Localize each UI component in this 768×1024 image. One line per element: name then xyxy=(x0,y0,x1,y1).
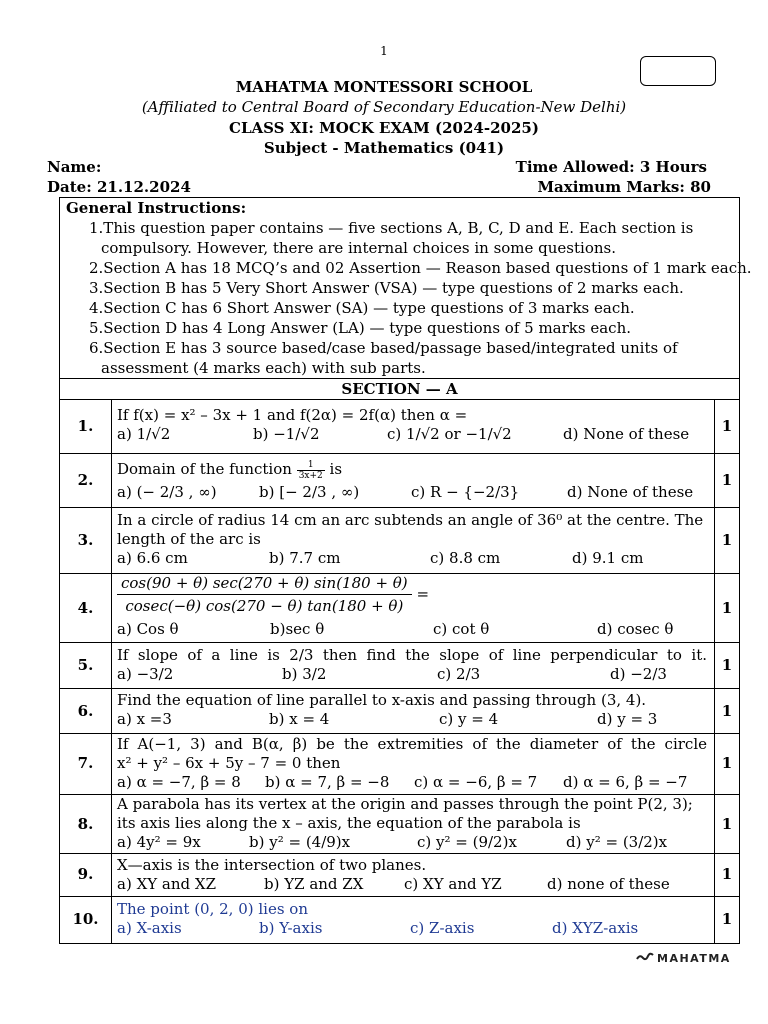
option-c: c) α = −6, β = 7 xyxy=(414,773,538,791)
section-a-title: SECTION — A xyxy=(341,380,458,398)
option-c: c) XY and YZ xyxy=(404,875,502,893)
question-10 xyxy=(117,900,707,938)
mahatma-logo-icon xyxy=(636,952,654,965)
row-divider xyxy=(59,507,740,508)
question-marks: 1 xyxy=(721,471,733,489)
question-2 xyxy=(117,456,707,502)
question-marks: 1 xyxy=(721,702,733,720)
question-marks: 1 xyxy=(721,656,733,674)
name-label: Name: xyxy=(47,158,102,176)
option-b: b) 3/2 xyxy=(282,665,327,683)
instruction-line: 1.This question paper contains — five sections A, B, C, D and E. Each section is xyxy=(89,219,694,237)
option-d: d) none of these xyxy=(547,875,670,893)
question-marks: 1 xyxy=(721,865,733,883)
question-text: In a circle of radius 14 cm an arc subtends an angle of 36⁰ at the centre. The xyxy=(117,511,704,529)
option-a: a) XY and XZ xyxy=(117,875,216,893)
exam-date: Date: 21.12.2024 xyxy=(47,178,191,196)
mahatma-logo xyxy=(636,952,731,965)
option-d: d) None of these xyxy=(567,483,694,501)
question-text: If slope of a line is 2/3 then find the slope of line perpendicular to it. xyxy=(117,646,707,664)
question-marks: 1 xyxy=(721,754,733,772)
option-a: a) 6.6 cm xyxy=(117,549,188,567)
row-divider xyxy=(59,642,740,643)
logo-text: MAHATMA xyxy=(657,952,731,965)
question-text: If f(x) = x² – 3x + 1 and f(2α) = 2f(α) then α = xyxy=(117,406,468,424)
option-b: b) Y-axis xyxy=(259,919,323,937)
question-5 xyxy=(117,646,707,684)
option-c: c) cot θ xyxy=(433,620,490,638)
time-allowed: Time Allowed: 3 Hours xyxy=(515,158,707,176)
option-d: d) α = 6, β = −7 xyxy=(563,773,688,791)
option-a: a) x =3 xyxy=(117,710,172,728)
question-number: 6. xyxy=(77,702,94,720)
question-marks: 1 xyxy=(721,531,733,549)
option-b: b) α = 7, β = −8 xyxy=(265,773,390,791)
question-9 xyxy=(117,856,707,894)
option-a: a) (− 2/3 , ∞) xyxy=(117,483,217,501)
option-b: b) −1/√2 xyxy=(253,425,320,443)
option-b: b) YZ and ZX xyxy=(264,875,364,893)
divider xyxy=(59,399,740,400)
option-a: a) α = −7, β = 8 xyxy=(117,773,241,791)
row-divider xyxy=(59,453,740,454)
subject-title: Subject - Mathematics (041) xyxy=(263,139,505,157)
question-text: Domain of the function $\frac{1}{3x+2}$ is xyxy=(117,459,343,481)
option-c: c) 2/3 xyxy=(437,665,481,683)
option-b: b) 7.7 cm xyxy=(269,549,341,567)
question-number: 5. xyxy=(77,656,94,674)
question-number: 10. xyxy=(72,910,99,928)
instruction-line: 2.Section A has 18 MCQ’s and 02 Assertion — Reason based questions of 1 mark each. xyxy=(89,259,752,277)
option-b: b) x = 4 xyxy=(269,710,330,728)
option-c: c) 8.8 cm xyxy=(430,549,501,567)
question-text: Find the equation of line parallel to x-axis and passing through (3, 4). xyxy=(117,691,647,709)
option-d: d) cosec θ xyxy=(597,620,674,638)
option-a: a) 4y² = 9x xyxy=(117,833,201,851)
instruction-line: compulsory. However, there are internal choices in some questions. xyxy=(101,239,616,257)
row-divider xyxy=(59,896,740,897)
option-b: b) [− 2/3 , ∞) xyxy=(259,483,360,501)
instruction-line: 3.Section B has 5 Very Short Answer (VSA) — type questions of 2 marks each. xyxy=(89,279,684,297)
option-a: a) −3/2 xyxy=(117,665,174,683)
question-text: its axis lies along the x – axis, the equation of the parabola is xyxy=(117,814,581,832)
column-divider xyxy=(111,399,112,944)
question-text: x² + y² – 6x + 5y – 7 = 0 then xyxy=(117,754,341,772)
option-d: d) XYZ-axis xyxy=(552,919,639,937)
question-text: If A(−1, 3) and B(α, β) be the extremities of the diameter of the circle xyxy=(117,735,707,753)
question-6 xyxy=(117,691,707,729)
option-c: c) Z-axis xyxy=(410,919,475,937)
question-number: 3. xyxy=(77,531,94,549)
question-number: 7. xyxy=(77,754,94,772)
exam-title: CLASS XI: MOCK EXAM (2024-2025) xyxy=(229,119,539,137)
question-7 xyxy=(117,735,707,792)
option-d: d) y² = (3/2)x xyxy=(566,833,668,851)
affiliation: (Affiliated to Central Board of Secondary Education-New Delhi) xyxy=(141,98,627,116)
question-text: length of the arc is xyxy=(117,530,261,548)
option-d: d) None of these xyxy=(563,425,690,443)
option-a: a) 1/√2 xyxy=(117,425,171,443)
option-c: c) R − {−2/3} xyxy=(411,483,520,501)
option-a: a) X-axis xyxy=(117,919,182,937)
question-text: A parabola has its vertex at the origin and passes through the point P(2, 3); xyxy=(117,795,693,813)
option-d: d) −2/3 xyxy=(610,665,667,683)
instruction-line: 6.Section E has 3 source based/case based/passage based/integrated units of xyxy=(89,339,678,357)
instructions-title: General Instructions: xyxy=(66,199,247,217)
question-marks: 1 xyxy=(721,417,733,435)
question-marks: 1 xyxy=(721,815,733,833)
question-8 xyxy=(117,795,707,852)
option-c: c) y² = (9/2)x xyxy=(417,833,517,851)
question-number: 4. xyxy=(77,599,94,617)
question-number: 8. xyxy=(77,815,94,833)
question-number: 1. xyxy=(77,417,94,435)
question-text: The point (0, 2, 0) lies on xyxy=(117,900,309,918)
question-number: 9. xyxy=(77,865,94,883)
option-c: c) 1/√2 or −1/√2 xyxy=(387,425,512,443)
instruction-line: 4.Section C has 6 Short Answer (SA) — type questions of 3 marks each. xyxy=(89,299,635,317)
fraction: $\frac{1}{3x+2}$ xyxy=(298,459,323,481)
school-name: MAHATMA MONTESSORI SCHOOL xyxy=(235,78,533,96)
instruction-line: 5.Section D has 4 Long Answer (LA) — type questions of 5 marks each. xyxy=(89,319,631,337)
row-divider xyxy=(59,853,740,854)
option-a: a) Cos θ xyxy=(117,620,179,638)
row-divider xyxy=(59,733,740,734)
option-d: d) 9.1 cm xyxy=(572,549,644,567)
question-1 xyxy=(117,406,707,444)
question-marks: 1 xyxy=(721,910,733,928)
option-c: c) y = 4 xyxy=(439,710,499,728)
question-text: $\frac{\cos(90 + \theta) \sec(270 + \theta) \sin(180 + \theta)}{cosec(-\theta) \cos(270 - \theta) \tan(180 + \theta)}$ = xyxy=(117,574,707,620)
trig-fraction: $\frac{\cos(90 + \theta) \sec(270 + \theta) \sin(180 + \theta)}{cosec(-\theta) \cos(270 - \theta) \tan(180 + \theta)}$ xyxy=(117,574,412,615)
question-3 xyxy=(117,511,707,568)
question-number: 2. xyxy=(77,471,94,489)
maximum-marks: Maximum Marks: 80 xyxy=(537,178,711,196)
question-text: X—axis is the intersection of two planes. xyxy=(117,856,427,874)
row-divider xyxy=(59,688,740,689)
question-marks: 1 xyxy=(721,599,733,617)
instruction-line: assessment (4 marks each) with sub parts. xyxy=(101,359,426,377)
option-b: b) y² = (4/9)x xyxy=(249,833,351,851)
page-number: 1 xyxy=(380,44,388,58)
general-instructions xyxy=(60,198,752,378)
question-4 xyxy=(117,574,707,639)
option-b: b)sec θ xyxy=(270,620,325,638)
option-d: d) y = 3 xyxy=(597,710,658,728)
